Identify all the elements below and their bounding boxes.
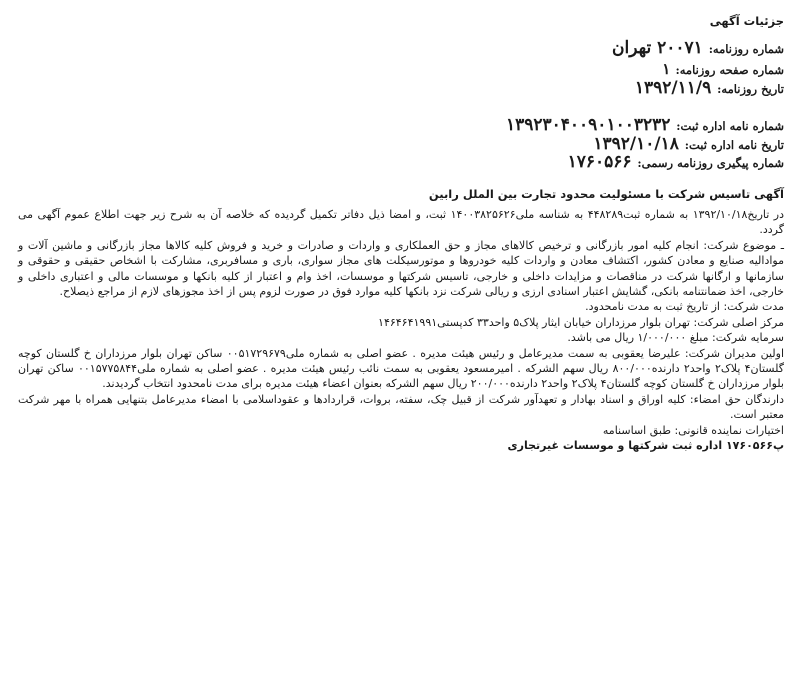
newspaper-page-value: ۱	[662, 60, 671, 78]
notice-paragraph-directors: اولین مدیران شرکت: علیرضا یعقوبی به سمت مدیرعامل و رئیس هیئت مدیره . عضو اصلی به شماره ملی۰۰۵۱۷۲۹۶۷۹ ساکن تهران بلوار مرزداران خ گلستان کوچه گلستان۴ پلاک۲ واحد۲ دارنده۸۰۰/۰۰۰ ریال سهم الشرکه . امیرمسعود یعقوبی به سمت نائب رئیس هیئت مدیره . عضو اصلی به شماره ملی۰۰۱۵۷۷۵۸۴۴ ساکن تهران بلوار مرزداران خ گلستان کوچه گلستان۴ پلاک۲ واحد۲ دارنده۲۰۰/۰۰۰ ریال سهم الشرکه بعنوان اعضاء هیئت مدیره برای مدت نامحدود انتخاب گردیدند.	[18, 346, 785, 391]
registry-tracking-value: ۱۷۶۰۵۶۶	[567, 152, 632, 172]
notice-paragraph-address: مرکز اصلی شرکت: تهران بلوار مرزداران خیابان ایثار پلاک۵ واحد۳۳ کدپستی۱۴۶۴۶۴۱۹۹۱	[378, 315, 784, 329]
notice-paragraph-signatories: دارندگان حق امضاء: کلیه اوراق و اسناد بهادار و تعهدآور شرکت از قبیل چک، سفته، بروات، قراردادها و عقوداسلامی با امضاء مدیرعامل بتنهایی همراه با مهر شرکت معتبر است.	[18, 392, 784, 422]
notice-paragraph-representative: اختیارات نماینده قانونی: طبق اساسنامه	[602, 423, 784, 437]
registry-letter-date-label: تاریخ نامه اداره ثبت:	[684, 138, 784, 152]
notice-title: آگهی تاسیس شرکت با مسئولیت محدود تجارت بین الملل رابین	[428, 187, 784, 201]
newspaper-page	[662, 60, 784, 78]
notice-footer: پ۱۷۶۰۵۶۶ اداره ثبت شرکتها و موسسات غیرتجاری	[507, 439, 784, 453]
newspaper-number-value: ۲۰۰۷۱ تهران	[612, 38, 703, 58]
registry-letter-date-value: ۱۳۹۲/۱۰/۱۸	[593, 134, 679, 154]
notice-body	[18, 207, 784, 454]
page-heading: جزئیات آگهی	[709, 14, 784, 28]
registry-letter-number-label: شماره نامه اداره ثبت:	[676, 119, 784, 133]
registry-letter-date	[593, 134, 784, 154]
notice-paragraph-capital: سرمایه شرکت: مبلغ ۱/۰۰۰/۰۰۰ ریال می باشد.	[567, 331, 784, 345]
registry-letter-number	[506, 115, 784, 135]
notice-paragraph-duration: مدت شرکت: از تاریخ ثبت به مدت نامحدود.	[585, 300, 784, 314]
registry-tracking-label: شماره پیگیری روزنامه رسمی:	[637, 156, 784, 170]
notice-paragraph-registration: در تاریخ۱۳۹۲/۱۰/۱۸ به شماره ثبت۴۴۸۲۸۹ به شناسه ملی۱۴۰۰۳۸۲۵۶۲۶ ثبت، و امضا ذیل دفاتر تکمیل گردیده که خلاصه آن به شرح زیر جهت اطلاع عموم آگهی می گردد.	[18, 208, 784, 237]
newspaper-date-label: تاریخ روزنامه:	[717, 82, 784, 96]
newspaper-date	[635, 78, 784, 98]
newspaper-page-label: شماره صفحه روزنامه:	[675, 63, 784, 77]
newspaper-date-value: ۱۳۹۲/۱۱/۹	[634, 78, 712, 98]
newspaper-number	[612, 38, 784, 58]
newspaper-number-label: شماره روزنامه:	[708, 42, 784, 56]
notice-paragraph-subject: ـ موضوع شرکت: انجام کلیه امور بازرگانی و ترخیص کالاهای مجاز و حق العملکاری و واردات و صادرات و خرید و فروش کلیه کالاها مجاز بازرگانی و ماشین آلات و موادالیه صنایع و معادن کشور، اکتشاف معادن و واردات کلیه خودروها و موتورسیکلت های مجاز سواری، باری و مسافربری، مشارکت با اشخاص حقیقی و حقوقی و سازمانها و ارگانها شرکت در مناقصات و مزایدات داخلی و خارجی، تاسیس شرکتها و موسسات، اخذ وام و اعتبار از کلیه بانکها و موسسات مالی و اعتباری داخلی و خارجی، اخذ ضمانتنامه بانکی، گشایش اعتبار اسنادی ارزی و ریالی شرکت نزد بانکها کلیه موارد فوق در صورت لزوم پس از اخذ مجوزهای لازم از مراجع ذیصلاح.	[18, 238, 784, 299]
registry-tracking	[568, 152, 784, 172]
registry-letter-number-value: ۱۳۹۲۳۰۴۰۰۹۰۱۰۰۳۲۳۲	[506, 115, 671, 135]
